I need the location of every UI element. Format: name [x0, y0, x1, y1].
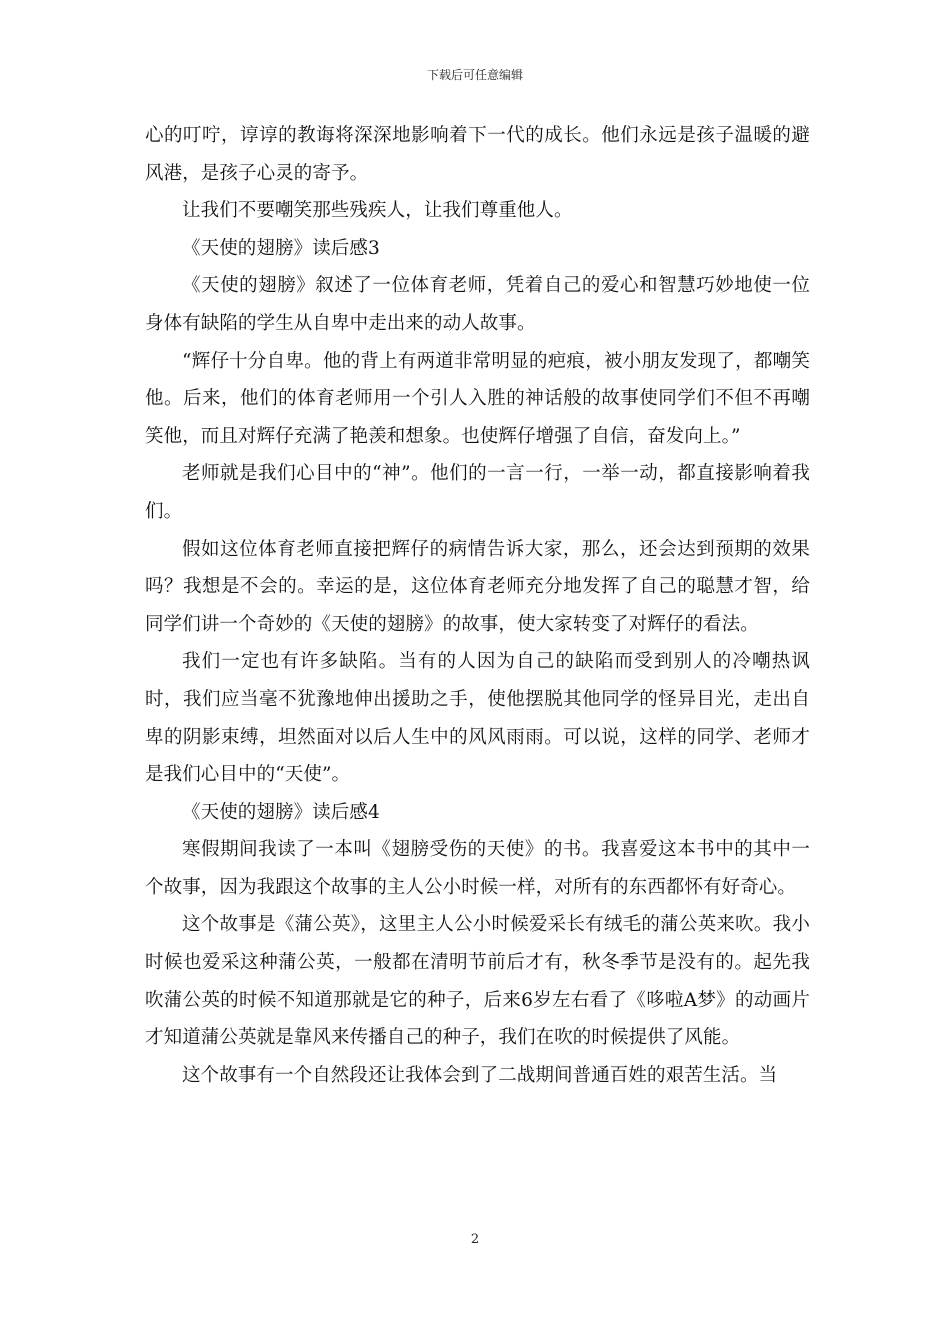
paragraph: “辉仔十分自卑。他的背上有两道非常明显的疤痕，被小朋友发现了，都嘲笑他。后来，他们的体育老师用一个引人入胜的神话般的故事使同学们不但不再嘲笑他，而且对辉仔充满了艳羡和想象。也使辉仔增强了自信，奋发向上。”: [145, 350, 810, 447]
paragraph: 这个故事有一个自然段还让我体会到了二战期间普通百姓的艰苦生活。当: [182, 1064, 778, 1086]
paragraph: 让我们不要嘲笑那些残疾人，让我们尊重他人。: [182, 200, 573, 222]
document-body: [145, 117, 810, 1094]
paragraph: 假如这位体育老师直接把辉仔的病情告诉大家，那么，还会达到预期的效果吗？我想是不会的。幸运的是，这位体育老师充分地发挥了自己的聪慧才智，给同学们讲一个奇妙的《天使的翅膀》的故事，使大家转变了对辉仔的看法。: [145, 538, 810, 635]
paragraph: 这个故事是《蒲公英》，这里主人公小时候爱采长有绒毛的蒲公英来吹。我小时候也爱采这种蒲公英，一般都在清明节前后才有，秋冬季节是没有的。起先我吹蒲公英的时候不知道那就是它的种子，后来6岁左右看了《哆啦A梦》的动画片才知道蒲公英就是靠风来传播自己的种子，我们在吹的时候提供了风能。: [145, 914, 810, 1049]
paragraph: 《天使的翅膀》读后感4: [182, 801, 380, 823]
paragraph: 老师就是我们心目中的“神”。他们的一言一行，一举一动，都直接影响着我们。: [145, 463, 810, 522]
paragraph: 寒假期间我读了一本叫《翅膀受伤的天使》的书。我喜爱这本书中的其中一个故事，因为我跟这个故事的主人公小时候一样，对所有的东西都怀有好奇心。: [145, 839, 810, 898]
paragraph: 《天使的翅膀》叙述了一位体育老师，凭着自己的爱心和智慧巧妙地使一位身体有缺陷的学生从自卑中走出来的动人故事。: [145, 275, 810, 334]
page-number: 2: [470, 1232, 480, 1247]
paragraph: 《天使的翅膀》读后感3: [182, 237, 380, 259]
paragraph: 我们一定也有许多缺陷。当有的人因为自己的缺陷而受到别人的冷嘲热讽时，我们应当毫不犹豫地伸出援助之手，使他摆脱其他同学的怪异目光，走出自卑的阴影束缚，坦然面对以后人生中的风风雨雨。可以说，这样的同学、老师才是我们心目中的“天使”。: [145, 651, 810, 786]
paragraph: 心的叮咛，谆谆的教诲将深深地影响着下一代的成长。他们永远是孩子温暖的避风港，是孩子心灵的寄予。: [145, 125, 810, 184]
page-header: 下载后可任意编辑: [426, 68, 523, 82]
